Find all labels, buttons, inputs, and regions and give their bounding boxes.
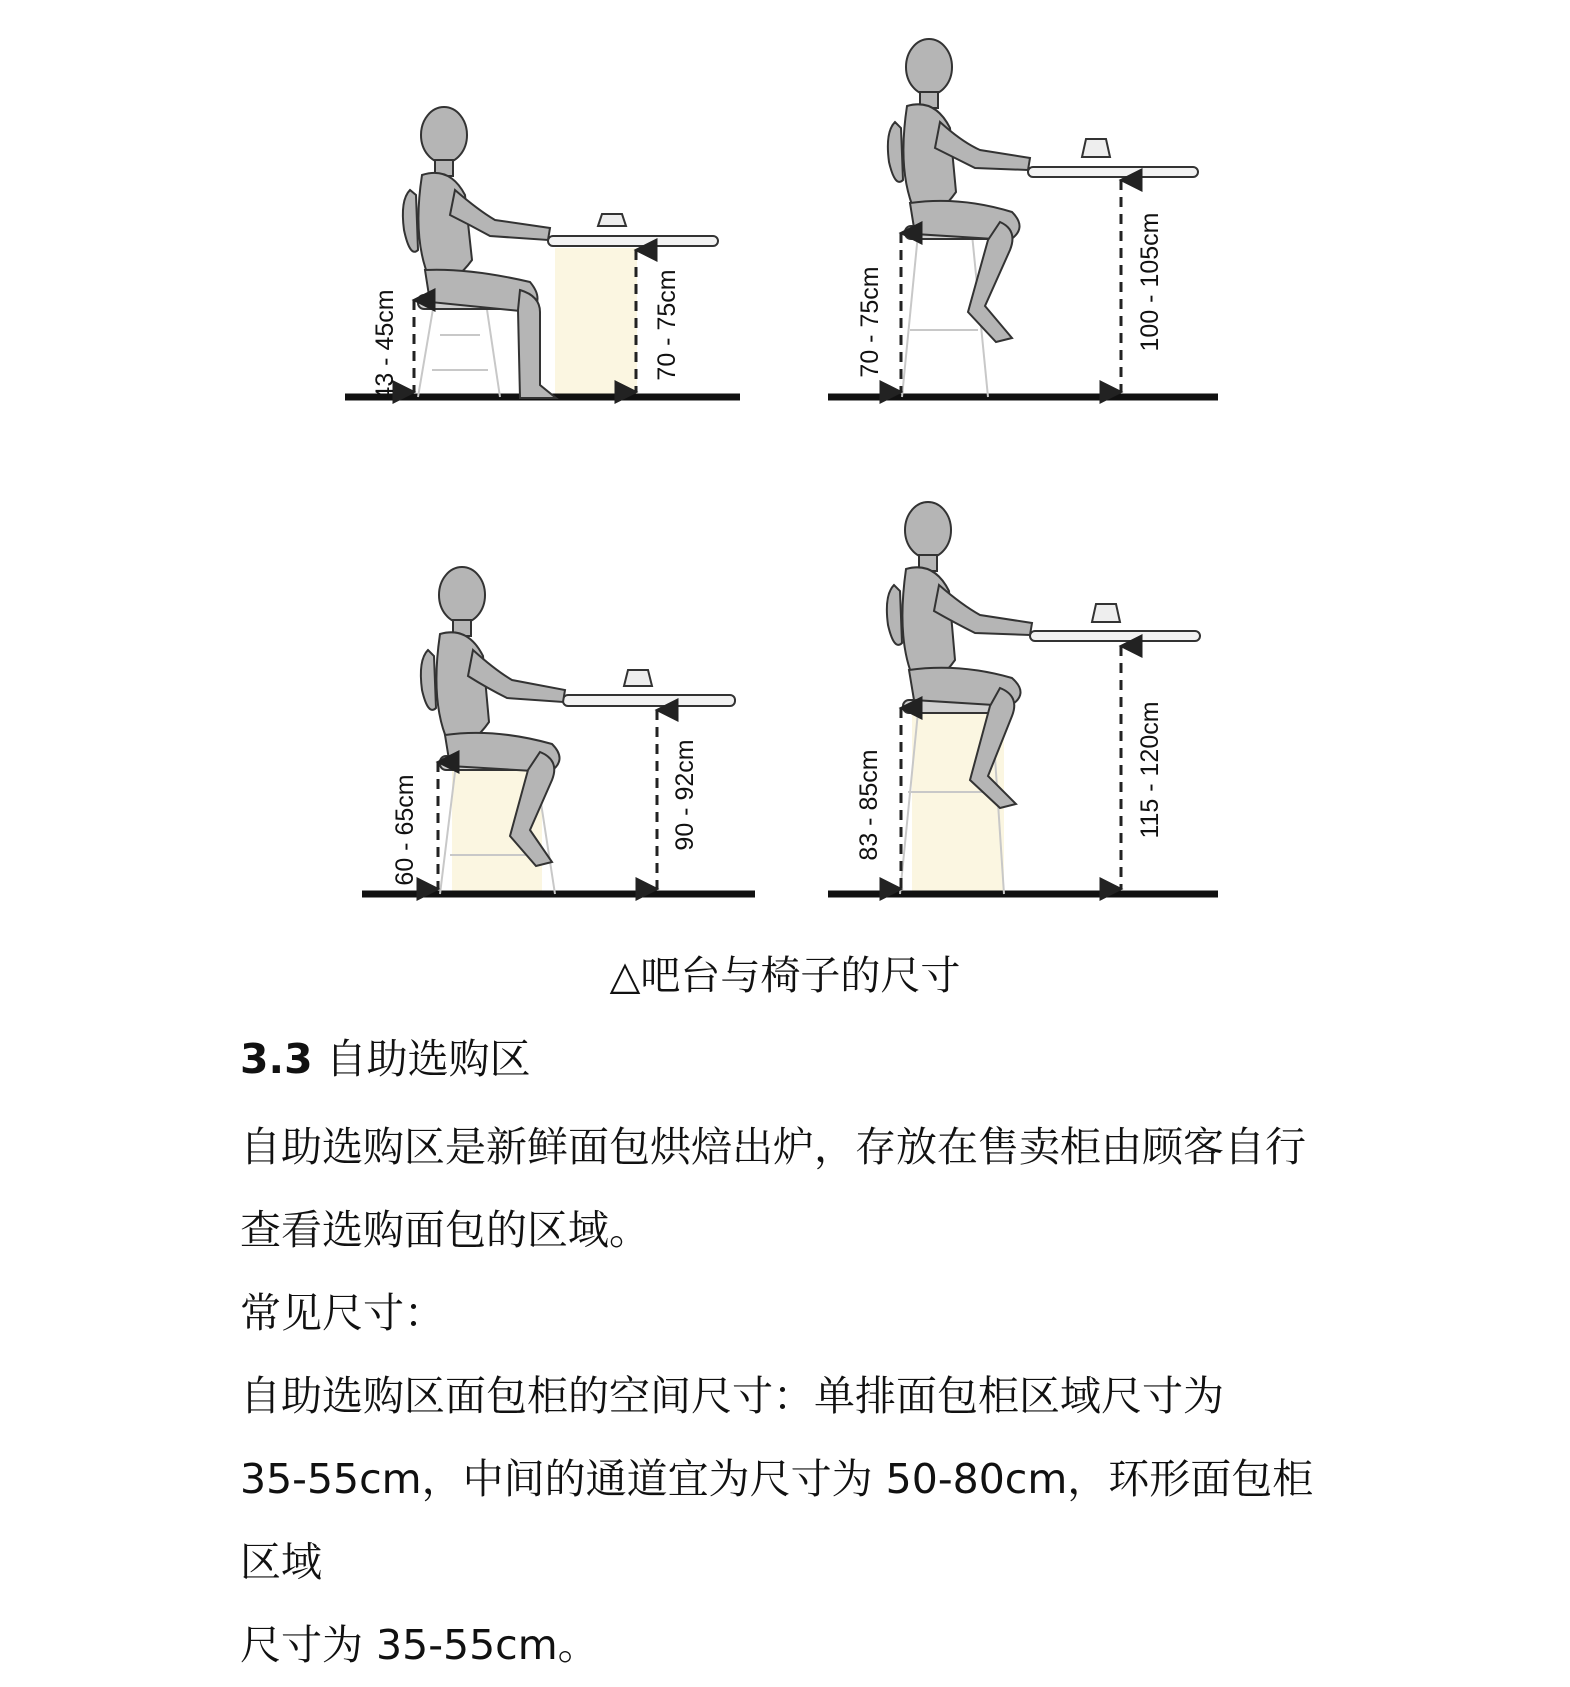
panel-counter-table <box>362 567 755 894</box>
panel-high-table <box>828 39 1218 397</box>
table-height-label: 115 - 120cm <box>1136 701 1164 839</box>
section-self-service-area <box>240 1030 1350 1687</box>
seat-height-label: 83 - 85cm <box>855 749 883 861</box>
panel-dining-table <box>345 107 740 401</box>
section-heading <box>240 1030 1350 1088</box>
seat-height-label: 43 - 45cm <box>371 289 399 401</box>
table-height-label: 100 - 105cm <box>1136 212 1164 352</box>
panel-bar-counter <box>828 502 1218 894</box>
intro-line-1: 自助选购区是新鲜面包烘焙出炉，存放在售卖柜由顾客自行 <box>240 1123 1306 1171</box>
seated-human-figure <box>888 39 1030 342</box>
section-title: 自助选购区 <box>325 1035 531 1083</box>
table-height-label: 90 - 92cm <box>671 739 699 851</box>
seat-height-label: 70 - 75cm <box>856 266 884 378</box>
figure-caption: △吧台与椅子的尺寸 <box>609 953 961 999</box>
detail-line-3: 尺寸为 35-55cm。 <box>240 1621 599 1669</box>
seat-height-label: 60 - 65cm <box>391 774 419 886</box>
detail-line-2: 35-55cm，中间的通道宜为尺寸为 50-80cm，环形面包柜区域 <box>240 1455 1314 1586</box>
detail-line-1: 自助选购区面包柜的空间尺寸：单排面包柜区域尺寸为 <box>240 1372 1224 1420</box>
common-sizes-label: 常见尺寸： <box>240 1289 445 1337</box>
section-number: 3.3 <box>240 1035 313 1083</box>
table-height-label: 70 - 75cm <box>653 269 681 381</box>
intro-line-2: 查看选购面包的区域。 <box>240 1206 650 1254</box>
